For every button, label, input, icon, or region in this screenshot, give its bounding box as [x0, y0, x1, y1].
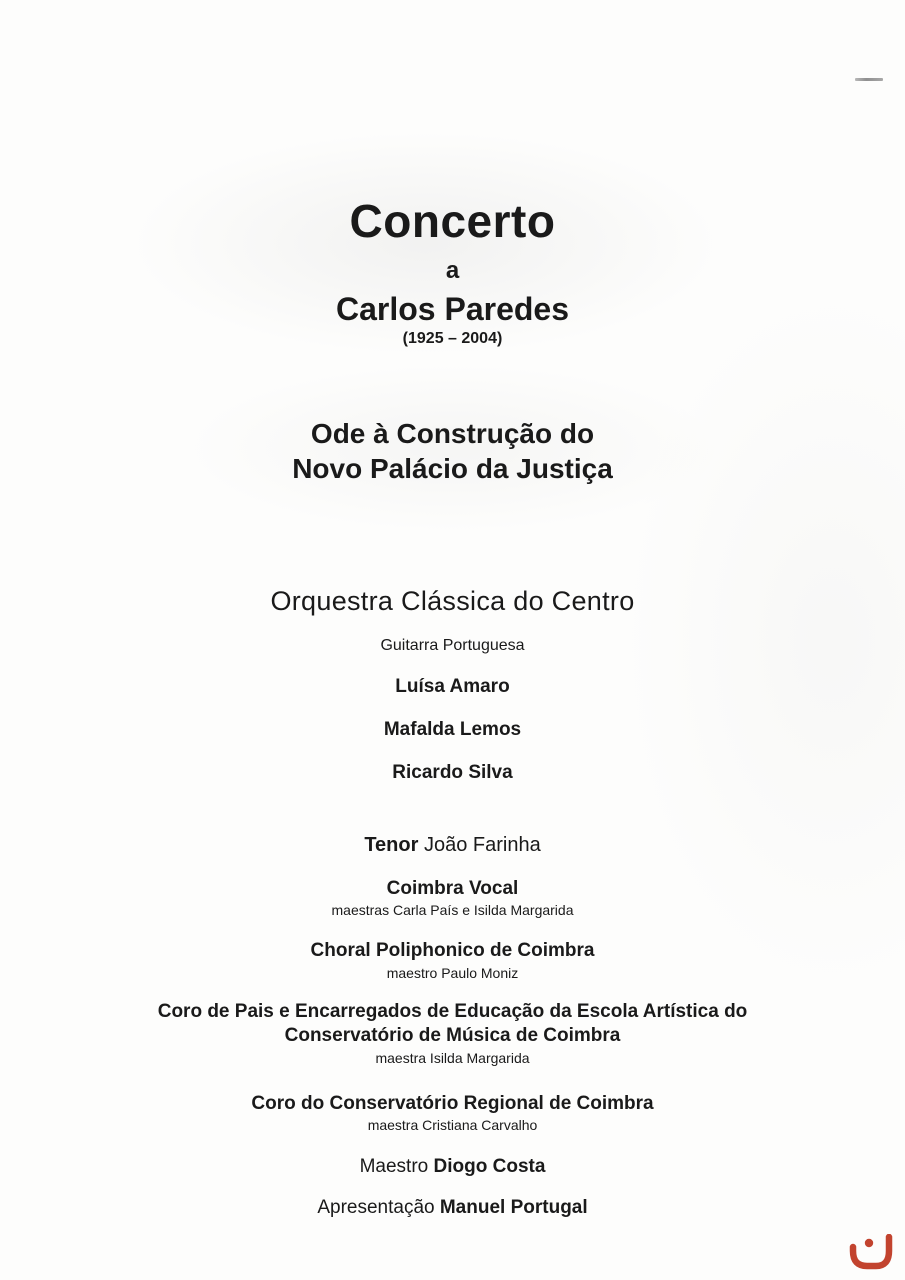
- program-title: Concerto: [349, 195, 556, 247]
- choir-block: [0, 939, 905, 981]
- title-connector: a: [445, 256, 460, 284]
- work-title-line2: Novo Palácio da Justiça: [292, 452, 613, 484]
- tenor-line: [0, 834, 905, 857]
- honoree-years: (1925 – 2004): [402, 329, 503, 347]
- maestro-label: Maestro: [359, 1156, 434, 1178]
- choir-director: maestra Cristiana Carvalho: [367, 1117, 538, 1134]
- choir-block: [0, 877, 905, 919]
- instrument-label: Guitarra Portuguesa: [380, 636, 525, 654]
- performer-name: Ricardo Silva: [392, 761, 513, 783]
- performer-name: Mafalda Lemos: [383, 718, 522, 740]
- choir-name: Coimbra Vocal: [386, 877, 519, 899]
- presentation-name: Manuel Portugal: [439, 1197, 588, 1219]
- choir-name: Coro de Pais e Encarregados de Educação da Escola Artística do Conservatório de Música de Coimbra: [157, 1001, 748, 1046]
- orchestra-name: Orquestra Clássica do Centro: [270, 585, 635, 616]
- presentation-line: [0, 1197, 905, 1219]
- tenor-name: João Farinha: [418, 833, 541, 856]
- work-title-line1: Ode à Construção do: [310, 417, 595, 449]
- performer-name: Luísa Amaro: [395, 675, 510, 697]
- tenor-label: Tenor: [364, 833, 419, 856]
- choir-block: [0, 1092, 905, 1134]
- choir-block: [0, 1000, 905, 1066]
- maestro-line: [0, 1156, 905, 1178]
- presentation-label: Apresentação: [317, 1197, 440, 1219]
- maestro-name: Diogo Costa: [433, 1156, 546, 1178]
- publisher-logo-icon: [848, 1234, 896, 1274]
- scan-artifact-dash: [855, 78, 883, 81]
- choir-director: maestra Isilda Margarida: [375, 1049, 530, 1066]
- work-title: [0, 416, 905, 486]
- choir-director: maestro Paulo Moniz: [386, 965, 519, 982]
- choir-director: maestras Carla País e Isilda Margarida: [331, 902, 574, 919]
- honoree-name: Carlos Paredes: [335, 290, 569, 327]
- choir-name: Choral Poliphonico de Coimbra: [310, 940, 595, 962]
- choir-name: Coro do Conservatório Regional de Coimbra: [251, 1092, 654, 1114]
